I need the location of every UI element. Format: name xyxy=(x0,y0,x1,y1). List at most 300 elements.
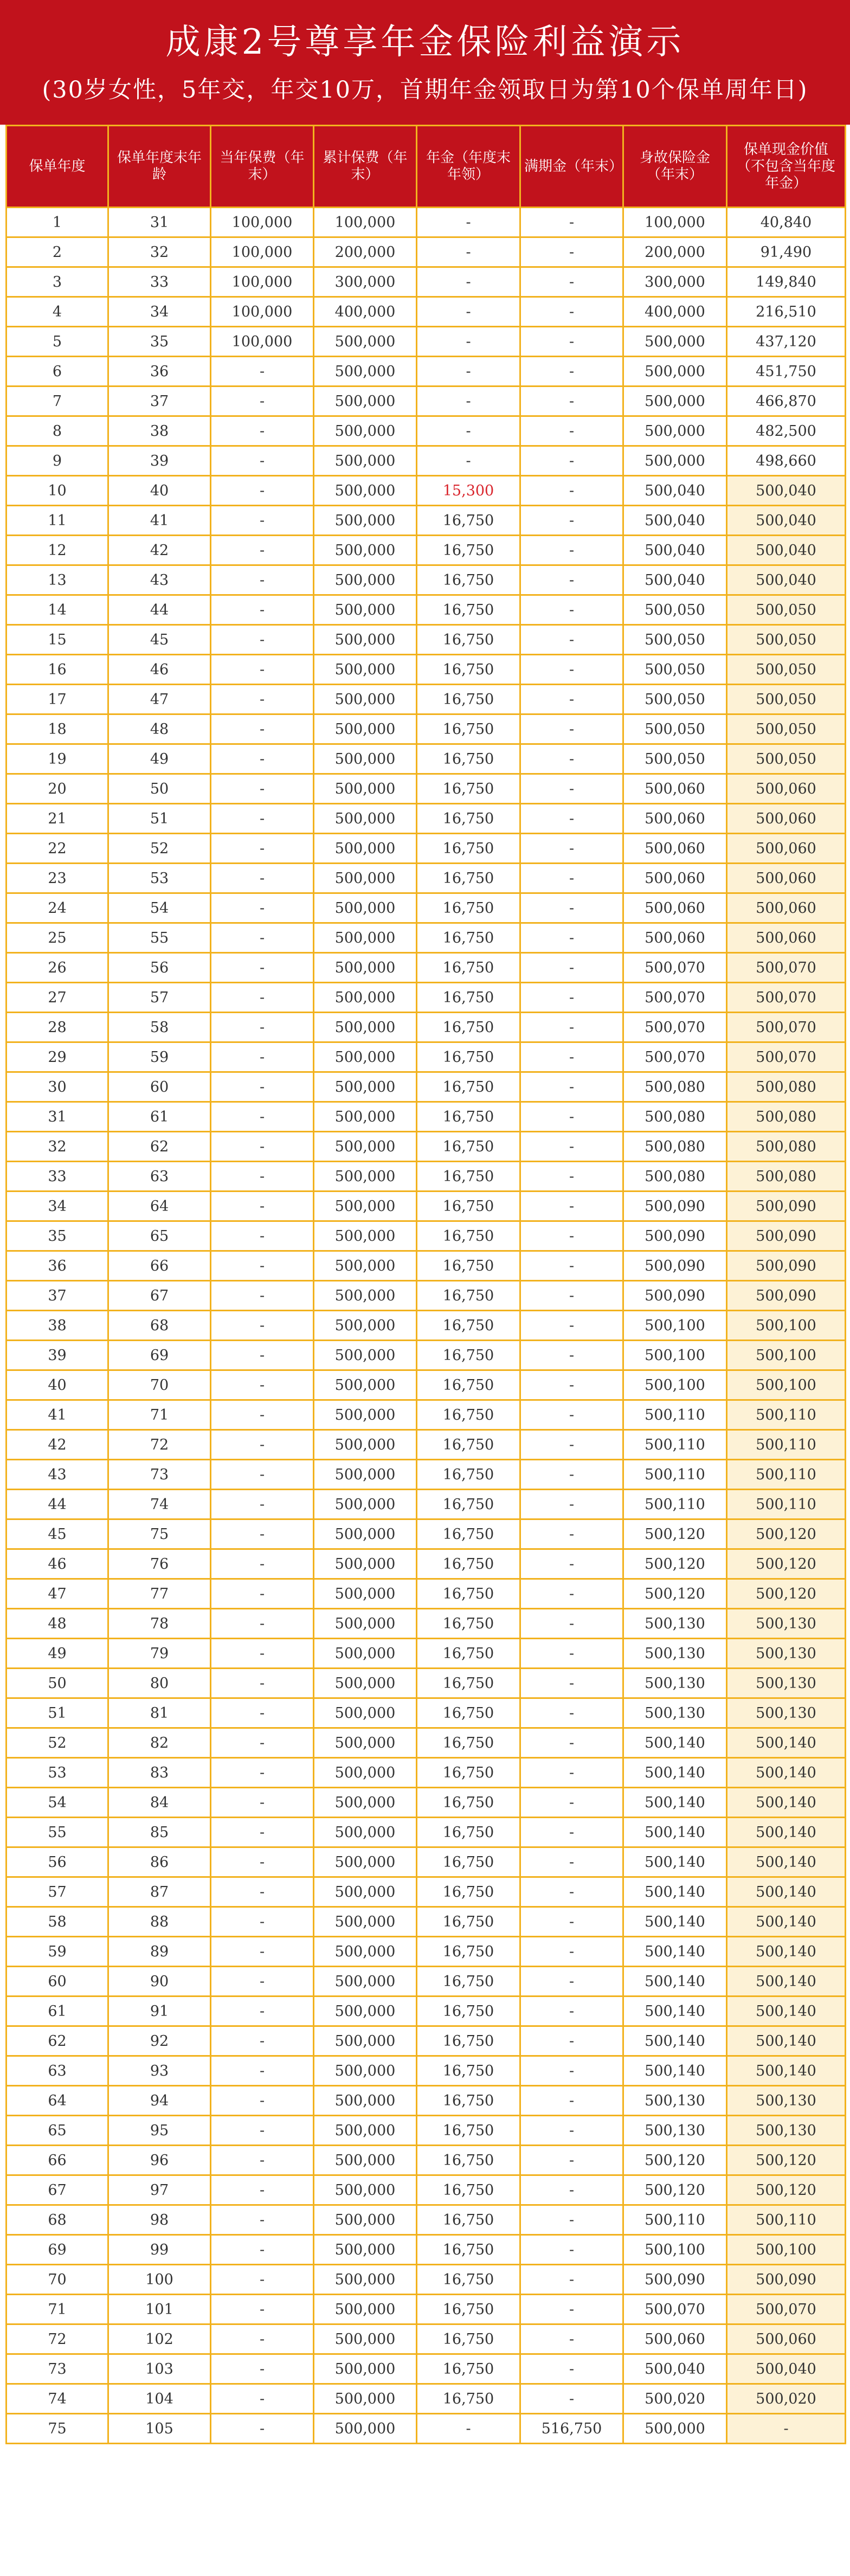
table-row xyxy=(7,625,846,655)
death-benefit-cell: 500,080 xyxy=(623,1132,727,1162)
table-row xyxy=(7,416,846,446)
table-row xyxy=(7,2414,846,2444)
cash-value-cell: 500,100 xyxy=(727,1311,846,1341)
table-row xyxy=(7,1758,846,1788)
policy-year-cell: 52 xyxy=(7,1728,108,1758)
age-cell: 65 xyxy=(108,1221,211,1251)
header-cumulative-premium: 累计保费（年末） xyxy=(314,126,417,208)
maturity-benefit-cell: - xyxy=(520,893,623,923)
death-benefit-cell: 500,120 xyxy=(623,1549,727,1579)
table-row xyxy=(7,1281,846,1311)
maturity-benefit-cell: - xyxy=(520,1519,623,1549)
death-benefit-cell: 500,120 xyxy=(623,1579,727,1609)
age-cell: 69 xyxy=(108,1341,211,1370)
annuity-cell: 16,750 xyxy=(417,506,520,536)
title-banner xyxy=(0,0,850,125)
maturity-benefit-cell: - xyxy=(520,1907,623,1937)
annual-premium-cell: - xyxy=(211,1609,314,1639)
age-cell: 71 xyxy=(108,1400,211,1430)
annual-premium-cell: - xyxy=(211,1042,314,1072)
maturity-benefit-cell: - xyxy=(520,1162,623,1192)
annuity-cell: 16,750 xyxy=(417,2354,520,2384)
annual-premium-cell: - xyxy=(211,864,314,893)
table-row xyxy=(7,923,846,953)
header-annual-premium: 当年保费（年末） xyxy=(211,126,314,208)
annual-premium-cell: - xyxy=(211,804,314,834)
annuity-cell: 16,750 xyxy=(417,2235,520,2265)
annuity-cell: 16,750 xyxy=(417,804,520,834)
cumulative-premium-cell: 500,000 xyxy=(314,327,417,357)
age-cell: 98 xyxy=(108,2205,211,2235)
annuity-cell: - xyxy=(417,387,520,416)
table-row xyxy=(7,297,846,327)
death-benefit-cell: 500,050 xyxy=(623,595,727,625)
cash-value-cell: 500,120 xyxy=(727,1579,846,1609)
table-row xyxy=(7,2354,846,2384)
annuity-cell: 16,750 xyxy=(417,2026,520,2056)
table-row xyxy=(7,1013,846,1042)
maturity-benefit-cell: - xyxy=(520,2384,623,2414)
maturity-benefit-cell: - xyxy=(520,1877,623,1907)
annual-premium-cell: - xyxy=(211,1669,314,1698)
table-row xyxy=(7,1967,846,1997)
death-benefit-cell: 500,110 xyxy=(623,2205,727,2235)
annual-premium-cell: - xyxy=(211,1281,314,1311)
cumulative-premium-cell: 500,000 xyxy=(314,2324,417,2354)
maturity-benefit-cell: - xyxy=(520,1669,623,1698)
death-benefit-cell: 500,050 xyxy=(623,655,727,685)
annuity-cell: 16,750 xyxy=(417,655,520,685)
death-benefit-cell: 500,120 xyxy=(623,2175,727,2205)
cash-value-cell: 500,090 xyxy=(727,1192,846,1221)
death-benefit-cell: 500,000 xyxy=(623,327,727,357)
cash-value-cell: 500,140 xyxy=(727,1728,846,1758)
annual-premium-cell: - xyxy=(211,595,314,625)
maturity-benefit-cell: - xyxy=(520,953,623,983)
cash-value-cell: 500,140 xyxy=(727,1847,846,1877)
annual-premium-cell: - xyxy=(211,1072,314,1102)
table-row xyxy=(7,893,846,923)
policy-year-cell: 37 xyxy=(7,1281,108,1311)
death-benefit-cell: 500,060 xyxy=(623,864,727,893)
cash-value-cell: 500,140 xyxy=(727,1907,846,1937)
death-benefit-cell: 500,080 xyxy=(623,1162,727,1192)
maturity-benefit-cell: - xyxy=(520,864,623,893)
annual-premium-cell: - xyxy=(211,1519,314,1549)
annuity-cell: 16,750 xyxy=(417,923,520,953)
death-benefit-cell: 500,140 xyxy=(623,2026,727,2056)
annual-premium-cell: - xyxy=(211,387,314,416)
policy-year-cell: 49 xyxy=(7,1639,108,1669)
annuity-cell: 16,750 xyxy=(417,2205,520,2235)
maturity-benefit-cell: - xyxy=(520,1132,623,1162)
death-benefit-cell: 500,060 xyxy=(623,774,727,804)
table-row xyxy=(7,1370,846,1400)
table-row xyxy=(7,1430,846,1460)
header-maturity-benefit: 满期金（年末） xyxy=(520,126,623,208)
policy-year-cell: 54 xyxy=(7,1788,108,1818)
table-row xyxy=(7,2086,846,2116)
policy-year-cell: 39 xyxy=(7,1341,108,1370)
cumulative-premium-cell: 500,000 xyxy=(314,536,417,565)
annuity-cell: 16,750 xyxy=(417,1192,520,1221)
maturity-benefit-cell: - xyxy=(520,1997,623,2026)
table-row xyxy=(7,237,846,267)
annuity-cell: 16,750 xyxy=(417,2324,520,2354)
cash-value-cell: 500,130 xyxy=(727,2116,846,2146)
cumulative-premium-cell: 500,000 xyxy=(314,1937,417,1967)
annual-premium-cell: - xyxy=(211,655,314,685)
policy-year-cell: 20 xyxy=(7,774,108,804)
annual-premium-cell: - xyxy=(211,1788,314,1818)
maturity-benefit-cell: - xyxy=(520,2146,623,2175)
maturity-benefit-cell: - xyxy=(520,655,623,685)
cumulative-premium-cell: 500,000 xyxy=(314,1877,417,1907)
death-benefit-cell: 500,040 xyxy=(623,2354,727,2384)
age-cell: 31 xyxy=(108,208,211,237)
policy-year-cell: 13 xyxy=(7,565,108,595)
annual-premium-cell: - xyxy=(211,1311,314,1341)
age-cell: 61 xyxy=(108,1102,211,1132)
death-benefit-cell: 500,070 xyxy=(623,953,727,983)
age-cell: 35 xyxy=(108,327,211,357)
annuity-cell: 16,750 xyxy=(417,1549,520,1579)
policy-year-cell: 21 xyxy=(7,804,108,834)
cash-value-cell: 500,140 xyxy=(727,1818,846,1847)
annuity-cell: 16,750 xyxy=(417,1102,520,1132)
cash-value-cell: 500,080 xyxy=(727,1162,846,1192)
annuity-cell: 16,750 xyxy=(417,1490,520,1519)
cash-value-cell: 500,060 xyxy=(727,804,846,834)
maturity-benefit-cell: - xyxy=(520,1490,623,1519)
annual-premium-cell: - xyxy=(211,774,314,804)
table-row xyxy=(7,1937,846,1967)
annuity-cell: 16,750 xyxy=(417,1042,520,1072)
annual-premium-cell: - xyxy=(211,2235,314,2265)
policy-year-cell: 24 xyxy=(7,893,108,923)
cumulative-premium-cell: 500,000 xyxy=(314,2384,417,2414)
maturity-benefit-cell: - xyxy=(520,2026,623,2056)
death-benefit-cell: 500,120 xyxy=(623,1519,727,1549)
policy-year-cell: 51 xyxy=(7,1698,108,1728)
policy-year-cell: 10 xyxy=(7,476,108,506)
annual-premium-cell: - xyxy=(211,536,314,565)
age-cell: 82 xyxy=(108,1728,211,1758)
cumulative-premium-cell: 500,000 xyxy=(314,923,417,953)
cash-value-cell: 500,140 xyxy=(727,1937,846,1967)
maturity-benefit-cell: - xyxy=(520,1370,623,1400)
age-cell: 66 xyxy=(108,1251,211,1281)
table-row xyxy=(7,2026,846,2056)
cash-value-cell: 500,040 xyxy=(727,476,846,506)
cash-value-cell: 500,080 xyxy=(727,1072,846,1102)
annual-premium-cell: - xyxy=(211,1221,314,1251)
policy-year-cell: 67 xyxy=(7,2175,108,2205)
annual-premium-cell: - xyxy=(211,1430,314,1460)
policy-year-cell: 61 xyxy=(7,1997,108,2026)
cumulative-premium-cell: 400,000 xyxy=(314,297,417,327)
policy-year-cell: 58 xyxy=(7,1907,108,1937)
annual-premium-cell: - xyxy=(211,2175,314,2205)
annuity-cell: 16,750 xyxy=(417,834,520,864)
death-benefit-cell: 500,100 xyxy=(623,1370,727,1400)
maturity-benefit-cell: - xyxy=(520,2324,623,2354)
table-row xyxy=(7,1042,846,1072)
cumulative-premium-cell: 500,000 xyxy=(314,1192,417,1221)
death-benefit-cell: 500,060 xyxy=(623,834,727,864)
maturity-benefit-cell: - xyxy=(520,2354,623,2384)
death-benefit-cell: 500,140 xyxy=(623,1877,727,1907)
header-age: 保单年度末年龄 xyxy=(108,126,211,208)
cash-value-cell: 500,050 xyxy=(727,595,846,625)
maturity-benefit-cell: - xyxy=(520,2086,623,2116)
cash-value-cell: 500,080 xyxy=(727,1132,846,1162)
maturity-benefit-cell: - xyxy=(520,208,623,237)
policy-year-cell: 70 xyxy=(7,2265,108,2295)
annuity-cell: 16,750 xyxy=(417,2295,520,2324)
policy-year-cell: 29 xyxy=(7,1042,108,1072)
annuity-cell: 16,750 xyxy=(417,1639,520,1669)
annuity-cell: 16,750 xyxy=(417,1072,520,1102)
annual-premium-cell: - xyxy=(211,714,314,744)
death-benefit-cell: 500,110 xyxy=(623,1490,727,1519)
cumulative-premium-cell: 500,000 xyxy=(314,1311,417,1341)
cash-value-cell: 500,130 xyxy=(727,1639,846,1669)
death-benefit-cell: 500,000 xyxy=(623,387,727,416)
cumulative-premium-cell: 500,000 xyxy=(314,387,417,416)
annual-premium-cell: - xyxy=(211,2205,314,2235)
maturity-benefit-cell: - xyxy=(520,1788,623,1818)
annual-premium-cell: - xyxy=(211,1162,314,1192)
annual-premium-cell: 100,000 xyxy=(211,327,314,357)
cumulative-premium-cell: 500,000 xyxy=(314,953,417,983)
policy-year-cell: 8 xyxy=(7,416,108,446)
annuity-cell: 16,750 xyxy=(417,2146,520,2175)
policy-year-cell: 11 xyxy=(7,506,108,536)
annual-premium-cell: - xyxy=(211,893,314,923)
maturity-benefit-cell: - xyxy=(520,1251,623,1281)
policy-year-cell: 44 xyxy=(7,1490,108,1519)
death-benefit-cell: 500,060 xyxy=(623,893,727,923)
cumulative-premium-cell: 500,000 xyxy=(314,655,417,685)
death-benefit-cell: 500,040 xyxy=(623,506,727,536)
death-benefit-cell: 500,130 xyxy=(623,2086,727,2116)
cash-value-cell: 500,070 xyxy=(727,1013,846,1042)
cash-value-cell: 500,070 xyxy=(727,2295,846,2324)
table-row xyxy=(7,2324,846,2354)
cash-value-cell: 149,840 xyxy=(727,267,846,297)
table-row xyxy=(7,536,846,565)
cash-value-cell: 500,060 xyxy=(727,893,846,923)
cumulative-premium-cell: 500,000 xyxy=(314,1251,417,1281)
policy-year-cell: 2 xyxy=(7,237,108,267)
death-benefit-cell: 500,140 xyxy=(623,1907,727,1937)
cumulative-premium-cell: 500,000 xyxy=(314,2265,417,2295)
death-benefit-cell: 500,130 xyxy=(623,1609,727,1639)
age-cell: 88 xyxy=(108,1907,211,1937)
table-row xyxy=(7,267,846,297)
annuity-cell: 16,750 xyxy=(417,1967,520,1997)
policy-year-cell: 63 xyxy=(7,2056,108,2086)
annual-premium-cell: - xyxy=(211,2324,314,2354)
age-cell: 100 xyxy=(108,2265,211,2295)
age-cell: 37 xyxy=(108,387,211,416)
table-row xyxy=(7,565,846,595)
maturity-benefit-cell: - xyxy=(520,536,623,565)
annual-premium-cell: - xyxy=(211,416,314,446)
annuity-cell: 16,750 xyxy=(417,1460,520,1490)
policy-year-cell: 43 xyxy=(7,1460,108,1490)
age-cell: 89 xyxy=(108,1937,211,1967)
table-row xyxy=(7,834,846,864)
cumulative-premium-cell: 500,000 xyxy=(314,416,417,446)
cumulative-premium-cell: 500,000 xyxy=(314,1698,417,1728)
age-cell: 94 xyxy=(108,2086,211,2116)
annuity-cell: 15,300 xyxy=(417,476,520,506)
table-row xyxy=(7,1221,846,1251)
annual-premium-cell: - xyxy=(211,1192,314,1221)
age-cell: 36 xyxy=(108,357,211,387)
table-row xyxy=(7,2265,846,2295)
maturity-benefit-cell: - xyxy=(520,476,623,506)
annual-premium-cell: - xyxy=(211,565,314,595)
page-title: 成康2号尊享年金保险利益演示 xyxy=(165,22,685,62)
cumulative-premium-cell: 100,000 xyxy=(314,208,417,237)
maturity-benefit-cell: - xyxy=(520,387,623,416)
policy-year-cell: 32 xyxy=(7,1132,108,1162)
cash-value-cell: 500,110 xyxy=(727,1400,846,1430)
annual-premium-cell: - xyxy=(211,1251,314,1281)
maturity-benefit-cell: - xyxy=(520,1847,623,1877)
annual-premium-cell: - xyxy=(211,1013,314,1042)
cumulative-premium-cell: 500,000 xyxy=(314,1281,417,1311)
maturity-benefit-cell: - xyxy=(520,2235,623,2265)
cash-value-cell: 500,020 xyxy=(727,2384,846,2414)
death-benefit-cell: 500,140 xyxy=(623,1937,727,1967)
maturity-benefit-cell: - xyxy=(520,1937,623,1967)
policy-year-cell: 45 xyxy=(7,1519,108,1549)
table-row xyxy=(7,655,846,685)
age-cell: 53 xyxy=(108,864,211,893)
annual-premium-cell: - xyxy=(211,1728,314,1758)
age-cell: 84 xyxy=(108,1788,211,1818)
cash-value-cell: 500,040 xyxy=(727,565,846,595)
annuity-cell: 16,750 xyxy=(417,1370,520,1400)
policy-year-cell: 66 xyxy=(7,2146,108,2175)
table-row xyxy=(7,953,846,983)
annual-premium-cell: - xyxy=(211,1758,314,1788)
table-row xyxy=(7,685,846,714)
annual-premium-cell: - xyxy=(211,1370,314,1400)
age-cell: 39 xyxy=(108,446,211,476)
age-cell: 64 xyxy=(108,1192,211,1221)
age-cell: 52 xyxy=(108,834,211,864)
cash-value-cell: 500,140 xyxy=(727,1788,846,1818)
annual-premium-cell: - xyxy=(211,1997,314,2026)
cumulative-premium-cell: 500,000 xyxy=(314,864,417,893)
maturity-benefit-cell: - xyxy=(520,2116,623,2146)
annual-premium-cell: - xyxy=(211,1102,314,1132)
cash-value-cell: 500,050 xyxy=(727,714,846,744)
maturity-benefit-cell: - xyxy=(520,983,623,1013)
annuity-cell: - xyxy=(417,357,520,387)
annual-premium-cell: - xyxy=(211,1967,314,1997)
cumulative-premium-cell: 500,000 xyxy=(314,2086,417,2116)
policy-year-cell: 27 xyxy=(7,983,108,1013)
annual-premium-cell: - xyxy=(211,357,314,387)
table-row xyxy=(7,1609,846,1639)
table-row xyxy=(7,2235,846,2265)
age-cell: 41 xyxy=(108,506,211,536)
age-cell: 49 xyxy=(108,744,211,774)
annual-premium-cell: - xyxy=(211,2056,314,2086)
annual-premium-cell: - xyxy=(211,1490,314,1519)
age-cell: 63 xyxy=(108,1162,211,1192)
age-cell: 74 xyxy=(108,1490,211,1519)
cash-value-cell: 500,100 xyxy=(727,2235,846,2265)
death-benefit-cell: 500,110 xyxy=(623,1400,727,1430)
policy-year-cell: 64 xyxy=(7,2086,108,2116)
cash-value-cell: 466,870 xyxy=(727,387,846,416)
header-cash-value: 保单现金价值（不包含当年度年金） xyxy=(727,126,846,208)
table-row xyxy=(7,1341,846,1370)
death-benefit-cell: 500,000 xyxy=(623,416,727,446)
cash-value-cell: 500,130 xyxy=(727,1698,846,1728)
cash-value-cell: 500,050 xyxy=(727,655,846,685)
cash-value-cell: 500,040 xyxy=(727,536,846,565)
maturity-benefit-cell: 516,750 xyxy=(520,2414,623,2444)
cumulative-premium-cell: 500,000 xyxy=(314,1997,417,2026)
annual-premium-cell: - xyxy=(211,1341,314,1370)
page-subtitle: (30岁女性，5年交，年交10万，首期年金领取日为第10个保单周年日) xyxy=(42,76,808,104)
maturity-benefit-cell: - xyxy=(520,297,623,327)
table-row xyxy=(7,1669,846,1698)
maturity-benefit-cell: - xyxy=(520,1042,623,1072)
cumulative-premium-cell: 500,000 xyxy=(314,1967,417,1997)
annual-premium-cell: - xyxy=(211,953,314,983)
cash-value-cell: 500,070 xyxy=(727,983,846,1013)
cash-value-cell: 500,120 xyxy=(727,1519,846,1549)
annuity-cell: 16,750 xyxy=(417,1400,520,1430)
policy-year-cell: 26 xyxy=(7,953,108,983)
annuity-cell: 16,750 xyxy=(417,744,520,774)
annuity-cell: 16,750 xyxy=(417,1728,520,1758)
annuity-cell: - xyxy=(417,327,520,357)
maturity-benefit-cell: - xyxy=(520,446,623,476)
policy-year-cell: 60 xyxy=(7,1967,108,1997)
maturity-benefit-cell: - xyxy=(520,1013,623,1042)
annual-premium-cell: - xyxy=(211,1698,314,1728)
annuity-cell: 16,750 xyxy=(417,595,520,625)
cash-value-cell: 500,060 xyxy=(727,923,846,953)
cash-value-cell: 500,090 xyxy=(727,1221,846,1251)
cash-value-cell: 500,080 xyxy=(727,1102,846,1132)
cash-value-cell: 482,500 xyxy=(727,416,846,446)
cumulative-premium-cell: 500,000 xyxy=(314,1728,417,1758)
annuity-cell: 16,750 xyxy=(417,536,520,565)
death-benefit-cell: 500,130 xyxy=(623,1669,727,1698)
annual-premium-cell: - xyxy=(211,446,314,476)
annual-premium-cell: - xyxy=(211,983,314,1013)
policy-year-cell: 71 xyxy=(7,2295,108,2324)
annual-premium-cell: 100,000 xyxy=(211,237,314,267)
age-cell: 102 xyxy=(108,2324,211,2354)
death-benefit-cell: 500,070 xyxy=(623,1013,727,1042)
policy-year-cell: 34 xyxy=(7,1192,108,1221)
policy-year-cell: 36 xyxy=(7,1251,108,1281)
age-cell: 87 xyxy=(108,1877,211,1907)
annual-premium-cell: - xyxy=(211,1639,314,1669)
